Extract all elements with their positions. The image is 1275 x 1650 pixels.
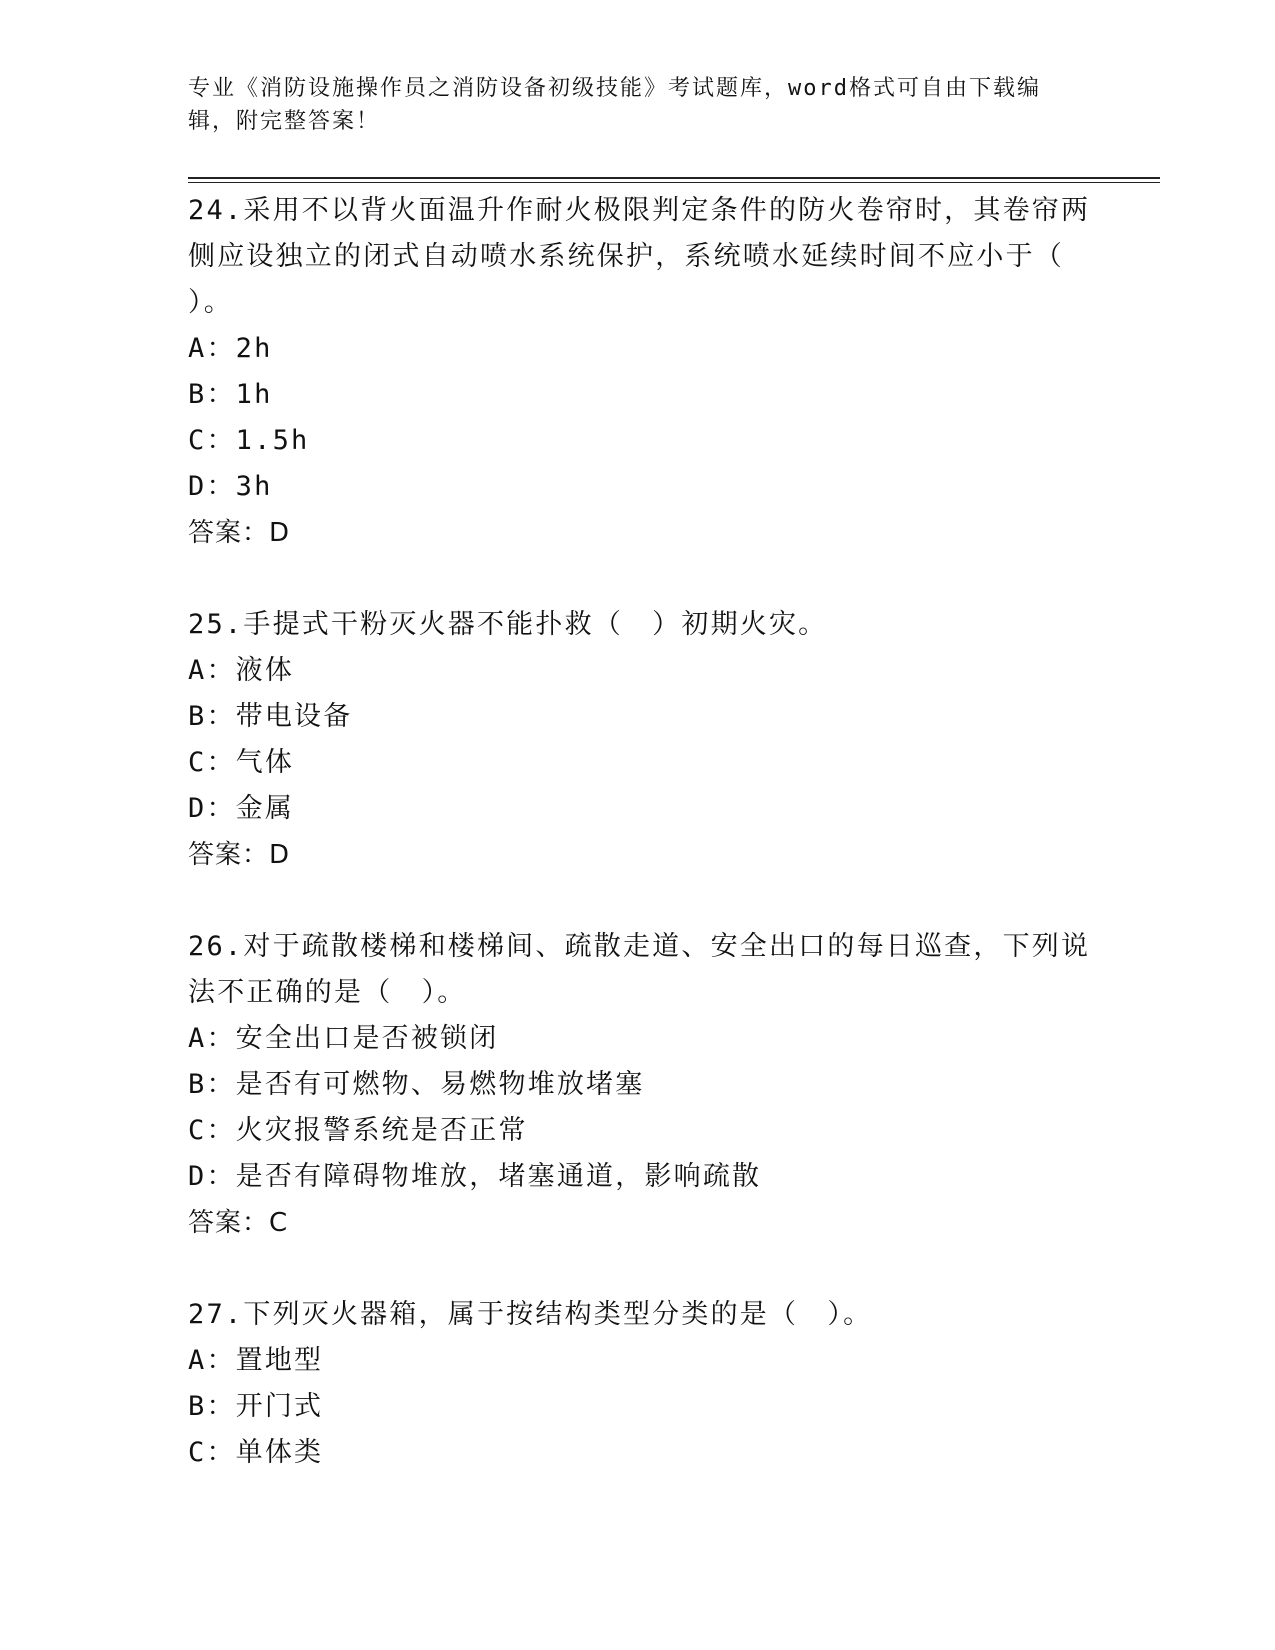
question-stem-line: 25.手提式干粉灭火器不能扑救（ ）初期火灾。 bbox=[188, 609, 828, 640]
answer-line: 答案：D bbox=[188, 840, 291, 870]
answer-line: 答案：D bbox=[188, 518, 291, 548]
option-a: A：安全出口是否被锁闭 bbox=[188, 1023, 499, 1054]
option-a: A：2h bbox=[188, 333, 273, 364]
question-stem-line: 24.采用不以背火面温升作耐火极限判定条件的防火卷帘时，其卷帘两 bbox=[188, 195, 1091, 226]
document-header bbox=[188, 72, 1068, 138]
answer-line: 答案：C bbox=[188, 1208, 289, 1238]
option-a: A：置地型 bbox=[188, 1345, 324, 1376]
option-d: D：金属 bbox=[188, 793, 295, 824]
question-24 bbox=[188, 188, 1091, 556]
question-stem-line: ）。 bbox=[188, 287, 233, 318]
option-d: D：3h bbox=[188, 471, 273, 502]
question-stem-line: 26.对于疏散楼梯和楼梯间、疏散走道、安全出口的每日巡查，下列说 bbox=[188, 931, 1091, 962]
header-divider-thick bbox=[188, 177, 1160, 179]
question-27 bbox=[188, 1292, 1088, 1476]
option-c: C：1.5h bbox=[188, 425, 310, 456]
question-25 bbox=[188, 602, 1088, 878]
question-stem-line: 法不正确的是（ ）。 bbox=[188, 977, 467, 1008]
option-b: B：1h bbox=[188, 379, 273, 410]
header-line-2: 辑，附完整答案！ bbox=[188, 109, 381, 134]
option-c: C：火灾报警系统是否正常 bbox=[188, 1115, 528, 1146]
option-b: B：开门式 bbox=[188, 1391, 324, 1422]
option-b: B：是否有可燃物、易燃物堆放堵塞 bbox=[188, 1069, 645, 1100]
question-26 bbox=[188, 924, 1091, 1246]
header-line-1: 专业《消防设施操作员之消防设备初级技能》考试题库，word格式可自由下载编 bbox=[188, 76, 1041, 101]
option-c: C：气体 bbox=[188, 747, 295, 778]
option-d: D：是否有障碍物堆放，堵塞通道，影响疏散 bbox=[188, 1161, 762, 1192]
option-c: C：单体类 bbox=[188, 1437, 324, 1468]
question-stem-line: 侧应设独立的闭式自动喷水系统保护，系统喷水延续时间不应小于（ bbox=[188, 241, 1064, 272]
question-stem-line: 27.下列灭火器箱，属于按结构类型分类的是（ ）。 bbox=[188, 1299, 873, 1330]
header-divider-thin bbox=[188, 182, 1160, 183]
option-a: A：液体 bbox=[188, 655, 295, 686]
option-b: B：带电设备 bbox=[188, 701, 353, 732]
